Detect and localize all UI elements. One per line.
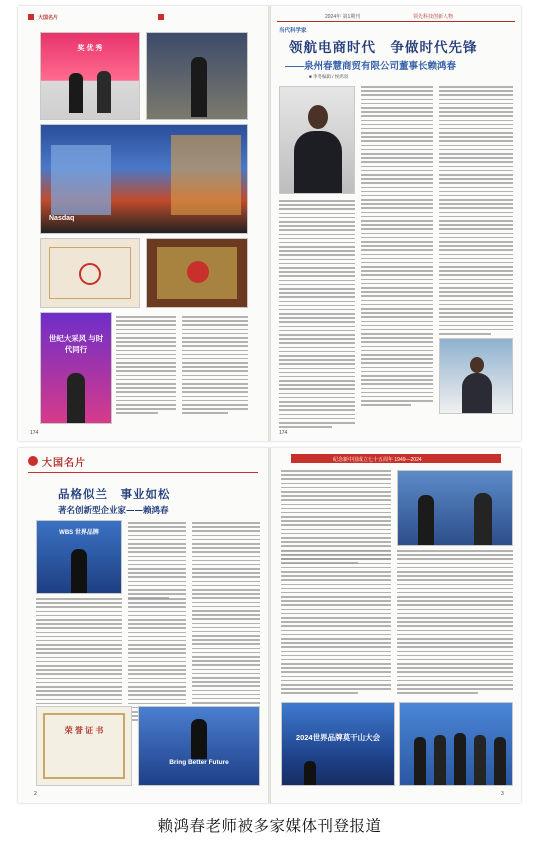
article-text xyxy=(182,316,248,414)
honor-certificate-photo: 荣 誉 证 书 xyxy=(36,706,132,786)
interview-photo xyxy=(439,338,513,414)
top-spread-right-page xyxy=(271,6,521,441)
article-text xyxy=(36,598,122,721)
header-mark xyxy=(28,14,34,20)
article-text xyxy=(116,316,176,414)
poster-photo: 世纪大采风 与时代同行 xyxy=(40,312,112,424)
bottom-spread-left-page xyxy=(18,448,268,803)
article-subtitle: ——泉州春慧商贸有限公司董事长赖鸿春 xyxy=(285,61,457,72)
column-logo-icon xyxy=(28,456,38,466)
article-subtitle: 著名创新型企业家——赖鸿春 xyxy=(58,506,169,516)
article-text xyxy=(281,550,391,694)
header-rule xyxy=(277,21,515,22)
article-text xyxy=(128,522,186,599)
times-square-photo: Nasdaq xyxy=(40,124,248,234)
article-text xyxy=(128,598,186,721)
masthead: 当代科学家 xyxy=(279,28,307,34)
page-number: 174 xyxy=(279,430,288,436)
issue-label: 2024年 第1期刊 xyxy=(325,14,361,20)
column-label: 领先科技创新人物 xyxy=(413,14,454,20)
byline: ■ 李冬编辑 / 侯鸿羽 xyxy=(309,74,349,79)
page-number: 2 xyxy=(34,791,37,797)
bring-better-future-photo: Bring Better Future xyxy=(138,706,260,786)
article-text xyxy=(439,86,513,335)
portrait-photo xyxy=(279,86,355,194)
tv-interview-photo xyxy=(397,470,513,546)
wbs-conference-photo: 2024世界品牌莫干山大会 xyxy=(281,702,395,786)
magazine-spread-top xyxy=(18,6,521,441)
award-photo: 奖 优 秀 xyxy=(40,32,140,120)
header-logo: 大国名片 xyxy=(38,15,59,21)
header-text: 纪念新中国成立七十五周年 1949—2024 xyxy=(333,456,422,463)
article-text xyxy=(279,200,355,428)
top-spread-left-page xyxy=(18,6,268,441)
column-tag: 大国名片 xyxy=(42,458,86,469)
wbs-stage-photo: WBS 世界品牌 xyxy=(36,520,122,594)
page-number: 174 xyxy=(30,430,39,436)
group-photo xyxy=(399,702,513,786)
article-text xyxy=(361,86,433,406)
article-text xyxy=(397,550,513,694)
certificate-photo xyxy=(40,238,140,308)
header-rule xyxy=(28,472,258,473)
bottom-spread-right-page xyxy=(271,448,521,803)
article-title: 领航电商时代 争做时代先锋 xyxy=(289,40,478,55)
magazine-spread-bottom xyxy=(18,448,521,803)
small-photo xyxy=(146,32,248,120)
page-number: 3 xyxy=(501,791,504,797)
header-mark xyxy=(158,14,164,20)
article-title: 品格似兰 事业如松 xyxy=(58,487,171,501)
figure-caption: 赖鸿春老师被多家媒体刊登报道 xyxy=(157,817,382,835)
plaque-photo xyxy=(146,238,248,308)
